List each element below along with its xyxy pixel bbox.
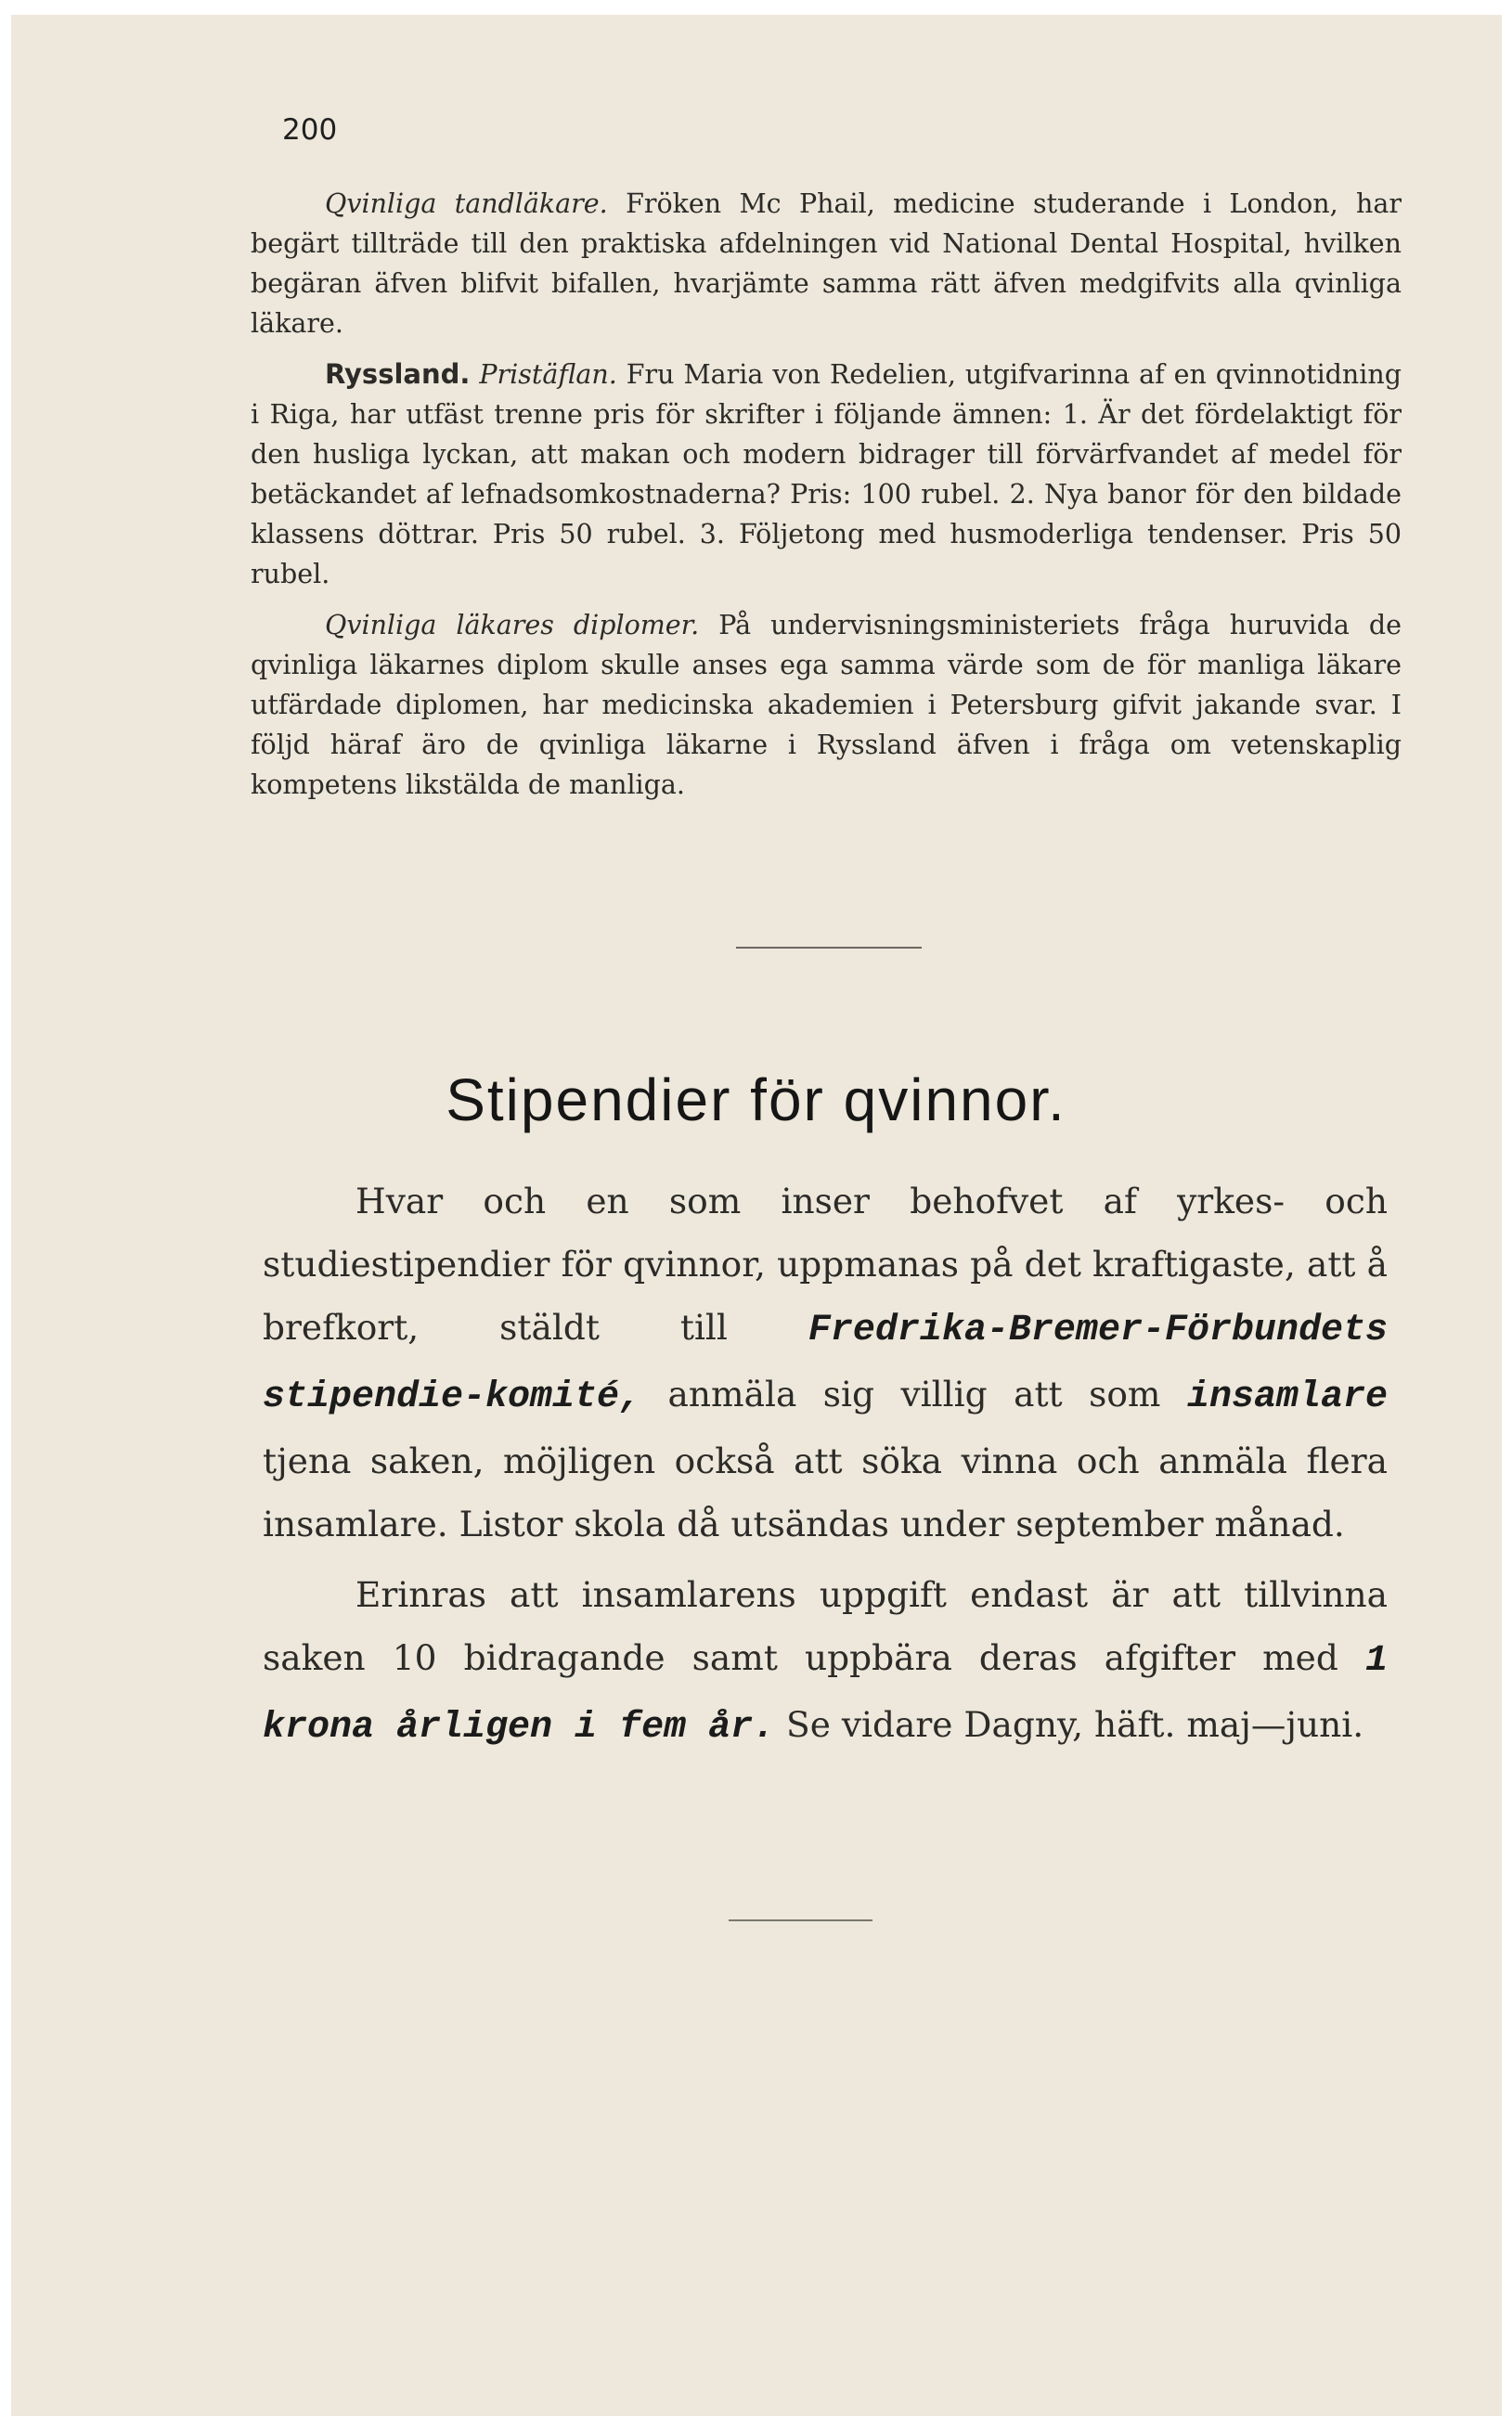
country-heading: Ryssland. xyxy=(325,358,471,390)
notice-body xyxy=(263,1169,1388,1767)
notice-text: Hvar och en som inser behofvet af yrkes- och studiestipendier för qvinnor, uppmanas på det kraftigaste, att å brefkort, stäldt till xyxy=(263,1181,1388,1348)
page-number: 200 xyxy=(282,113,338,147)
paragraph-qvinliga-tandlakare xyxy=(251,184,1402,343)
paragraph-text: Fru Maria von Redelien, utgifvarinna af en qvinnotidning i Riga, har utfäst trenne pris för skrifter i följande ämnen: 1. Är det fördelaktigt för den husliga lyckan, att makan och modern bidrager till förvärfvandet af medel för betäckandet af lefnadsomkostnaderna? Pris: 100 rubel. 2. Nya banor för den bildade klassens döttrar. Pris 50 rubel. 3. Följetong med husmoderliga tendenser. Pris 50 rubel. xyxy=(251,359,1402,589)
notice-title: Stipendier för qvinnor. xyxy=(446,1066,1066,1133)
paragraph-heading: Qvinliga läkares diplomer. xyxy=(325,610,700,640)
paragraph-heading: Qvinliga tandläkare. xyxy=(325,188,608,219)
emphasis-text: 1 krona årligen i fem år. xyxy=(263,1640,1388,1749)
notice-paragraph-2 xyxy=(263,1563,1388,1760)
notice-text: Erinras att insamlarens uppgift endast är att tillvinna saken 10 bidragande samt uppbära deras afgifter med xyxy=(263,1574,1388,1678)
notice-text: Se vidare Dagny, häft. maj—juni. xyxy=(775,1704,1364,1745)
paragraph-ryssland-pristaflan xyxy=(251,355,1402,594)
end-divider xyxy=(729,1919,872,1921)
news-section xyxy=(251,184,1402,816)
notice-text: anmäla sig villig att som xyxy=(641,1374,1187,1415)
notice-text: tjena saken, möjligen också att söka vinna och anmäla flera insamlare. Listor skola då utsändas under september månad. xyxy=(263,1441,1388,1544)
notice-paragraph-1 xyxy=(263,1169,1388,1556)
paragraph-text: Fröken Mc Phail, medicine studerande i London, har begärt tillträde till den praktiska afdelningen vid National Dental Hospital, hvilken begäran äfven blifvit bifallen, hvarjämte samma rätt äfven medgifvits alla qvinliga läkare. xyxy=(251,188,1402,339)
paragraph-text: På undervisningsministeriets fråga huruvida de qvinliga läkarnes diplom skulle anses ega samma värde som de för manliga läkare utfärdade diplomen, har medicinska akademien i Petersburg gifvit jakande svar. I följd häraf äro de qvinliga läkarne i Ryssland äfven i fråga om vetenskaplig kompetens likstälda de manliga. xyxy=(251,610,1402,800)
paragraph-qvinliga-lakares-diplomer xyxy=(251,605,1402,805)
section-divider xyxy=(736,947,922,949)
paragraph-heading: Pristäflan. xyxy=(479,359,617,390)
emphasis-text: Fredrika-Bremer-Förbundets stipendie-komité, xyxy=(263,1310,1388,1418)
emphasis-text: insamlare xyxy=(1186,1376,1388,1418)
